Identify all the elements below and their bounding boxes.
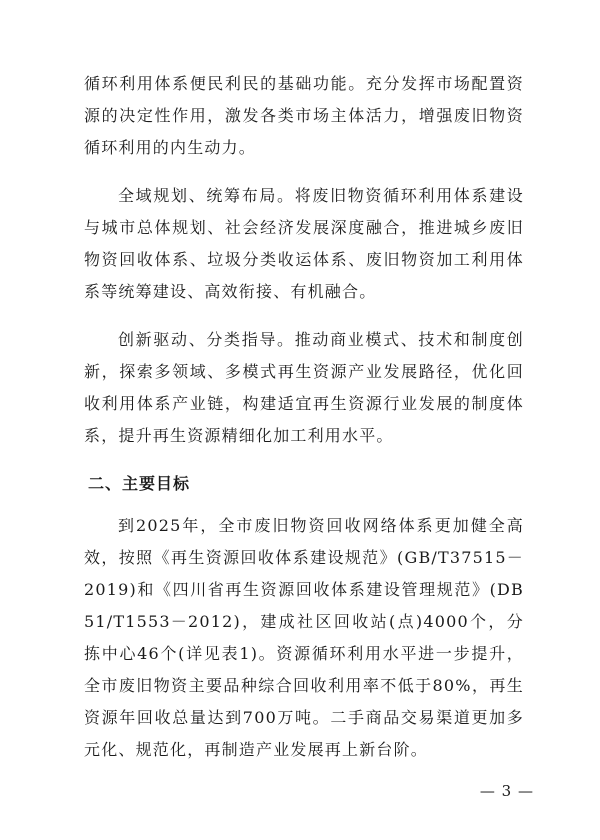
- paragraph-3: 创新驱动、分类指导。推动商业模式、技术和制度创新，探索多领域、多模式再生资源产业发展路径，优化回收利用体系产业链，构建适宜再生资源行业发展的制度体系，提升再生资源精细化加工利用水平。: [84, 330, 524, 445]
- page-number: — 3 —: [479, 782, 534, 800]
- paragraph-4: 到2025年，全市废旧物资回收网络体系更加健全高效，按照《再生资源回收体系建设规范》(GB/T37515－2019)和《四川省再生资源回收体系建设管理规范》(DB51/T1553－2012)，建成社区回收站(点)4000个，分拣中心46个(详见表1)。资源循环利用水平进一步提升，全市废旧物资主要品种综合回收利用率不低于80%，再生资源年回收总量达到700万吨。二手商品交易渠道更加多元化、规范化，再制造产业发展再上新台阶。: [84, 516, 524, 759]
- document-page: [84, 68, 524, 766]
- section-heading: 二、主要目标: [88, 474, 191, 493]
- paragraph-2: 全域规划、统筹布局。将废旧物资循环利用体系建设与城市总体规划、社会经济发展深度融合，推进城乡废旧物资回收体系、垃圾分类收运体系、废旧物资加工利用体系等统筹建设、高效衔接、有机融合。: [84, 186, 524, 301]
- paragraph-1: 循环利用体系便民利民的基础功能。充分发挥市场配置资源的决定性作用，激发各类市场主体活力，增强废旧物资循环利用的内生动力。: [84, 74, 524, 157]
